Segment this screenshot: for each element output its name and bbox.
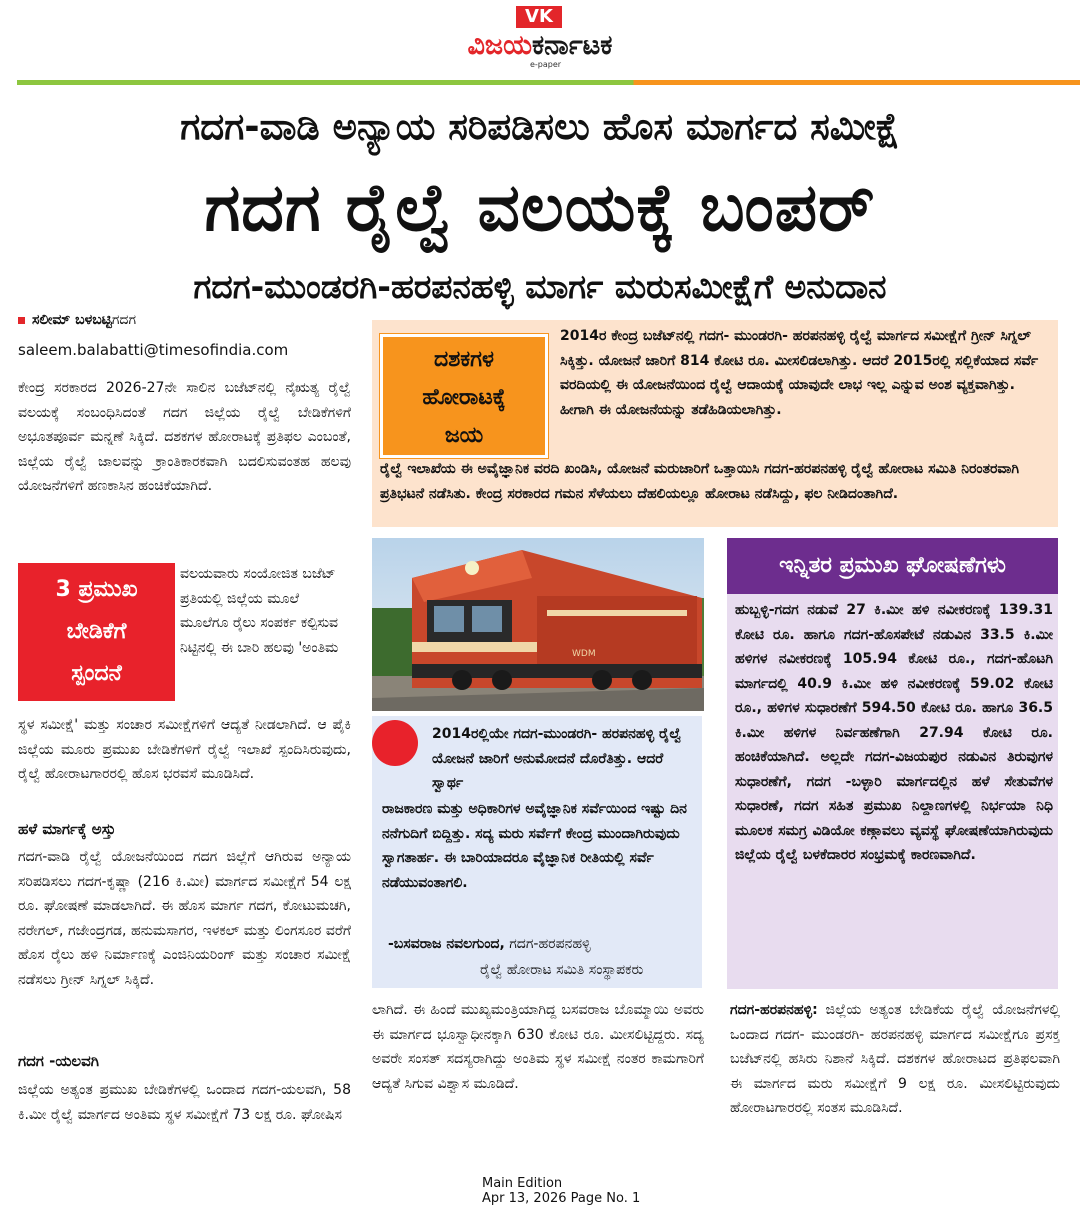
- article-headline: ಗದಗ ರೈಲ್ವೆ ವಲಯಕ್ಕೆ ಬಂಪರ್: [204, 169, 876, 246]
- sidebar-announcements-title: ಇನ್ನಿತರ ಪ್ರಮುಖ ಘೋಷಣೆಗಳು: [727, 538, 1058, 594]
- section-heading-old-route: ಹಳೆ ಮಾರ್ಗಕ್ಕೆ ಅಸ್ತು: [18, 820, 116, 838]
- article-intro: ಕೇಂದ್ರ ಸರಕಾರದ 2026-27ನೇ ಸಾಲಿನ ಬಜೆಟ್‌ನಲ್ಲಿ ನೈಋತ್ಯ ರೈಲ್ವೆ ವಲಯಕ್ಕೆ ಸಂಬಂಧಿಸಿದಂತೆ ಗದಗ ಜಿಲ್ಲೆಯ ರೈಲ್ವೆ ಬೇಡಿಕೆಗಳಿಗೆ ಅಭೂತಪೂರ್ವ ಮನ್ನಣೆ ಸಿಕ್ಕಿದೆ. ದಶಕಗಳ ಹೋರಾಟಕ್ಕೆ ಪ್ರತಿಫಲ ಎಂಬಂತೆ, ಜಿಲ್ಲೆಯ ರೈಲ್ವೆ ಜಾಲವನ್ನು ಕ್ರಾಂತಿಕಾರಕವಾಗಿ ಬದಲಿಸುವಂತಹ ಹಲವು ಯೋಜನೆಗಳಿಗೆ ಹಣಕಾಸಿನ ಹಂಚಿಕೆಯಾಗಿದೆ.: [18, 380, 351, 494]
- sidebar-announcements-body: ಹುಬ್ಬಳ್ಳಿ-ಗದಗ ನಡುವೆ 27 ಕಿ.ಮೀ ಹಳಿ ನವೀಕರಣಕ್ಕೆ 139.31 ಕೋಟಿ ರೂ. ಹಾಗೂ ಗದಗ-ಹೊಸಪೇಟೆ ನಡುವಿನ 33.5 ಕಿ.ಮೀ ಹಳಿಗಳ ನವೀಕರಣಕ್ಕೆ 105.94 ಕೋಟಿ ರೂ., ಗದಗ-ಹೊಟಗಿ ಮಾರ್ಗದಲ್ಲಿ 40.9 ಕಿ.ಮೀ ಹಳಿ ನವೀಕರಣಕ್ಕೆ 59.02 ಕೋಟಿ ರೂ., ಹಳಿಗಳ ಸುಧಾರಣೆಗೆ 594.50 ಕೋಟಿ ರೂ. ಹಾಗೂ 36.5 ಕಿ.ಮೀ ಹಳಿಗಳ ನಿರ್ವಹಣೆಗಾಗಿ 27.94 ಕೋಟಿ ರೂ. ಹಂಚಿಕೆಯಾಗಿದೆ. ಅಲ್ಲದೇ ಗದಗ-ವಿಜಯಪುರ ನಡುವಿನ ತಿರುವುಗಳ ಸುಧಾರಣೆಗೆ, ಗದಗ -ಬಳ್ಳಾರಿ ಮಾರ್ಗದಲ್ಲಿನ ಹಳೆ ಸೇತುವೆಗಳ ಸುಧಾರಣೆ, ಗದಗ ಸಹಿತ ಪ್ರಮುಖ ನಿಲ್ದಾಣಗಳಲ್ಲಿ ನಿರ್ಭಯಾ ನಿಧಿ ಮೂಲಕ ಸಮಗ್ರ ವಿಡಿಯೋ ಕಣ್ಗಾವಲು ವ್ಯವಸ್ಥೆ ಘೋಷಣೆಯಾಗಿರುವುದು ಜಿಲ್ಲೆಯ ರೈಲ್ವೆ ಬಳಕೆದಾರರ ಸಂಭ್ರಮಕ್ಕೆ ಕಾರಣವಾಗಿದೆ.: [735, 602, 1053, 863]
- article-col2-continued: ಲಾಗಿದೆ. ಈ ಹಿಂದೆ ಮುಖ್ಯಮಂತ್ರಿಯಾಗಿದ್ದ ಬಸವರಾಜ ಬೊಮ್ಮಾಯಿ ಅವರು ಈ ಮಾರ್ಗದ ಭೂಸ್ವಾಧೀನಕ್ಕಾಗಿ 630 ಕೋಟಿ ರೂ. ಮೀಸಲಿಟ್ಟಿದ್ದರು. ಸದ್ಯ ಅವರೇ ಸಂಸತ್ ಸದಸ್ಯರಾಗಿದ್ದು ಅಂತಿಮ ಸ್ಥಳ ಸಮೀಕ್ಷೆ ನಂತರ ಕಾಮಗಾರಿಗೆ ಆದ್ಯತೆ ಸಿಗುವ ವಿಶ್ವಾಸ ಮೂಡಿದೆ.: [372, 1002, 704, 1092]
- sidebar-struggle-text-bottom: ರೈಲ್ವೆ ಇಲಾಖೆಯ ಈ ಅವೈಜ್ಞಾನಿಕ ವರದಿ ಖಂಡಿಸಿ, ಯೋಜನೆ ಮರುಜಾರಿಗೆ ಒತ್ತಾಯಿಸಿ ಗದಗ-ಹರಪನಹಳ್ಳಿ ರೈಲ್ವೆ ಹೋರಾಟ ಸಮಿತಿ ನಿರಂತರವಾಗಿ ಪ್ರತಿಭಟನೆ ನಡೆಸಿತು. ಕೇಂದ್ರ ಸರಕಾರದ ಗಮನ ಸೆಳೆಯಲು ದೆಹಲಿಯಲ್ಲೂ ಹೋರಾಟ ನಡೆಸಿದ್ದು, ಫಲ ನೀಡಿದಂತಾಗಿದೆ.: [380, 461, 1020, 502]
- masthead-logo-badge: VK: [516, 6, 562, 28]
- quote-text-bottom: ರಾಜಕಾರಣ ಮತ್ತು ಅಧಿಕಾರಿಗಳ ಅವೈಜ್ಞಾನಿಕ ಸರ್ವೆಯಿಂದ ಇಷ್ಟು ದಿನ ನನೆಗುದಿಗೆ ಬಿದ್ದಿತ್ತು. ಸದ್ಯ ಮರು ಸರ್ವೆಗೆ ಕೇಂದ್ರ ಮುಂದಾಗಿರುವುದು ಸ್ವಾಗತಾರ್ಹ. ಈ ಬಾರಿಯಾದರೂ ವೈಜ್ಞಾನಿಕ ರೀತಿಯಲ್ಲಿ ಸರ್ವೆ ನಡೆಯುವಂತಾಗಲಿ.: [382, 801, 687, 891]
- masthead-divider: [17, 80, 1080, 85]
- quote-author-role-1: ಗದಗ-ಹರಪನಹಳ್ಳಿ: [509, 936, 591, 952]
- article-para2-part2: ಸ್ಥಳ ಸಮೀಕ್ಷೆ' ಮತ್ತು ಸಂಚಾರ ಸಮೀಕ್ಷೆಗಳಿಗೆ ಆದ್ಯತೆ ನೀಡಲಾಗಿದೆ. ಆ ಪೈಕಿ ಜಿಲ್ಲೆಯ ಮೂರು ಪ್ರಮುಖ ಬೇಡಿಕೆಗಳಿಗೆ ರೈಲ್ವೆ ಇಲಾಖೆ ಸ್ಪಂದಿಸಿರುವುದು, ರೈಲ್ವೆ ಹೋರಾಟಗಾರರಲ್ಲಿ ಹೊಸ ಭರವಸೆ ಮೂಡಿಸಿದೆ.: [18, 717, 351, 782]
- col3-lead: ಗದಗ-ಹರಪನಹಳ್ಳಿ:: [730, 1002, 818, 1018]
- quote-marker-icon: [372, 720, 418, 766]
- quote-author: [388, 932, 698, 956]
- masthead-logo-part1: ವಿಜಯ: [467, 30, 532, 61]
- train-locomotive-photo: [372, 538, 704, 711]
- sidebar-title-line: ಜಯ: [444, 423, 484, 448]
- byline-square-icon: [18, 317, 25, 324]
- section-body-old-route: ಗದಗ-ವಾಡಿ ರೈಲ್ವೆ ಯೋಜನೆಯಿಂದ ಗದಗ ಜಿಲ್ಲೆಗೆ ಆಗಿರುವ ಅನ್ಯಾಯ ಸರಿಪಡಿಸಲು ಗದಗ-ಕೃಷ್ಣಾ (216 ಕಿ.ಮೀ) ಮಾರ್ಗದ ಸಮೀಕ್ಷೆಗೆ 54 ಲಕ್ಷ ರೂ. ಘೋಷಣೆ ಮಾಡಲಾಗಿದೆ. ಈ ಹೊಸ ಮಾರ್ಗ ಗದಗ, ಕೋಟುಮಚಗಿ, ನರೇಗಲ್, ಗಜೇಂದ್ರಗಡ, ಹನುಮಸಾಗರ, ಇಳಕಲ್ ಮತ್ತು ಲಿಂಗಸೂರ ವರೆಗೆ ಹೊಸ ರೈಲು ಹಳಿ ನಿರ್ಮಾಣಕ್ಕೆ ಎಂಜಿನಿಯರಿಂಗ್ ಮತ್ತು ಸಂಚಾರ ಸಮೀಕ್ಷೆ ನಡೆಸಲು ಗ್ರೀನ್ ಸಿಗ್ನಲ್ ಸಿಕ್ಕಿದೆ.: [18, 849, 351, 988]
- sidebar-struggle-title-box: [380, 334, 548, 458]
- col3-body: ಜಿಲ್ಲೆಯ ಅತ್ಯಂತ ಬೇಡಿಕೆಯ ರೈಲ್ವೆ ಯೋಜನೆಗಳಲ್ಲಿ ಒಂದಾದ ಗದಗ- ಮುಂಡರಗಿ- ಹರಪನಹಳ್ಳಿ ಮಾರ್ಗದ ಸಮೀಕ್ಷೆಗೂ ಪ್ರಸಕ್ತ ಬಜೆಟ್‌ನಲ್ಲಿ ಹಸಿರು ನಿಶಾನೆ ಸಿಕ್ಕಿದೆ. ದಶಕಗಳ ಹೋರಾಟದ ಪ್ರತಿಫಲವಾಗಿ ಈ ಮಾರ್ಗದ ಮರು ಸಮೀಕ್ಷೆಗೆ 9 ಲಕ್ಷ ರೂ. ಮೀಸಲಿಟ್ಟಿರುವುದು ಹೋರಾಟಗಾರರಲ್ಲಿ ಸಂತಸ ಮೂಡಿಸಿದೆ.: [730, 1002, 1060, 1116]
- red-box-line: ಸ್ಪಂದನೆ: [71, 661, 122, 686]
- article-kicker: ಗದಗ-ವಾಡಿ ಅನ್ಯಾಯ ಸರಿಪಡಿಸಲು ಹೊಸ ಮಾರ್ಗದ ಸಮೀಕ್ಷೆ: [180, 105, 900, 148]
- byline: [18, 312, 136, 328]
- section-body-yalavagi: ಜಿಲ್ಲೆಯ ಅತ್ಯಂತ ಪ್ರಮುಖ ಬೇಡಿಕೆಗಳಲ್ಲಿ ಒಂದಾದ ಗದಗ-ಯಲವಗಿ, 58 ಕಿ.ಮೀ ರೈಲ್ವೆ ಮಾರ್ಗದ ಅಂತಿಮ ಸ್ಥಳ ಸಮೀಕ್ಷೆಗೆ 73 ಲಕ್ಷ ರೂ. ಘೋಷಿಸ: [18, 1082, 351, 1123]
- footer-edition: Main Edition: [482, 1176, 563, 1191]
- byline-place: ಗದಗ: [111, 312, 137, 328]
- article-para2-part1: ವಲಯವಾರು ಸಂಯೋಜಿತ ಬಜೆಟ್ ಪ್ರತಿಯಲ್ಲಿ ಜಿಲ್ಲೆಯ ಮೂಲೆ ಮೂಲೆಗೂ ರೈಲು ಸಂಪರ್ಕ ಕಲ್ಪಿಸುವ ನಿಟ್ಟಿನಲ್ಲಿ ಈ ಬಾರಿ ಹಲವು 'ಅಂತಿಮ: [180, 566, 339, 656]
- byline-author: ಸಲೀಮ್ ಬಳಬಟ್ಟಿ: [32, 312, 112, 328]
- locomotive-label: WDM: [572, 649, 596, 659]
- train-photo-illustration: [372, 538, 704, 711]
- quote-author-role-2: ರೈಲ್ವೆ ಹೋರಾಟ ಸಮಿತಿ ಸಂಸ್ಥಾಪಕರು: [480, 962, 644, 978]
- red-box-line: ಬೇಡಿಕೆಗೆ: [66, 619, 127, 644]
- author-email[interactable]: saleem.balabatti@timesofindia.com: [18, 341, 289, 359]
- masthead-tagline: e-paper: [530, 60, 562, 69]
- masthead: [412, 2, 668, 70]
- sidebar-struggle-text-top: 2014ರ ಕೇಂದ್ರ ಬಜೆಟ್‌ನಲ್ಲಿ ಗದಗ- ಮುಂಡರಗಿ- ಹರಪನಹಳ್ಳಿ ರೈಲ್ವೆ ಮಾರ್ಗದ ಸಮೀಕ್ಷೆಗೆ ಗ್ರೀನ್ ಸಿಗ್ನಲ್ ಸಿಕ್ಕಿತ್ತು. ಯೋಜನೆ ಜಾರಿಗೆ 814 ಕೋಟಿ ರೂ. ಮೀಸಲಿಡಲಾಗಿತ್ತು. ಆದರೆ 2015ರಲ್ಲಿ ಸಲ್ಲಿಕೆಯಾದ ಸರ್ವೆ ವರದಿಯಲ್ಲಿ ಈ ಯೋಜನೆಯಿಂದ ರೈಲ್ವೆ ಆದಾಯಕ್ಕೆ ಯಾವುದೇ ಲಾಭ ಇಲ್ಲ ಎನ್ನುವ ಅಂಶ ವ್ಯಕ್ತವಾಗಿತ್ತು. ಹೀಗಾಗಿ ಈ ಯೋಜನೆಯನ್ನು ತಡೆಹಿಡಿಯಲಾಗಿತ್ತು.: [560, 328, 1039, 418]
- footer-date-page: Apr 13, 2026 Page No. 1: [482, 1191, 641, 1206]
- quote-author-name: -ಬಸವರಾಜ ನವಲಗುಂದ,: [388, 936, 505, 952]
- masthead-logo-part2: ಕರ್ನಾಟಕ: [532, 30, 613, 61]
- section-heading-yalavagi: ಗದಗ -ಯಲವಗಿ: [18, 1052, 99, 1070]
- red-box-line: 3 ಪ್ರಮುಖ: [55, 577, 138, 602]
- article-col3: [730, 998, 1060, 1154]
- red-highlight-box: [18, 563, 175, 701]
- sidebar-title-line: ದಶಕಗಳ: [433, 347, 495, 372]
- quote-text-top: 2014ರಲ್ಲಿಯೇ ಗದಗ-ಮುಂಡರಗಿ- ಹರಪನಹಳ್ಳಿ ರೈಲ್ವೆ ಯೋಜನೆ ಜಾರಿಗೆ ಅನುಮೋದನೆ ದೊರೆತಿತ್ತು. ಆದರೆ ಸ್ವಾರ್ಥ: [432, 726, 682, 791]
- article-subheadline: ಗದಗ-ಮುಂಡರಗಿ-ಹರಪನಹಳ್ಳಿ ಮಾರ್ಗ ಮರುಸಮೀಕ್ಷೆಗೆ ಅನುದಾನ: [193, 267, 887, 306]
- page-footer: [482, 1176, 640, 1206]
- sidebar-title-line: ಹೋರಾಟಕ್ಕೆ: [422, 385, 506, 410]
- masthead-logo-name: [412, 30, 668, 62]
